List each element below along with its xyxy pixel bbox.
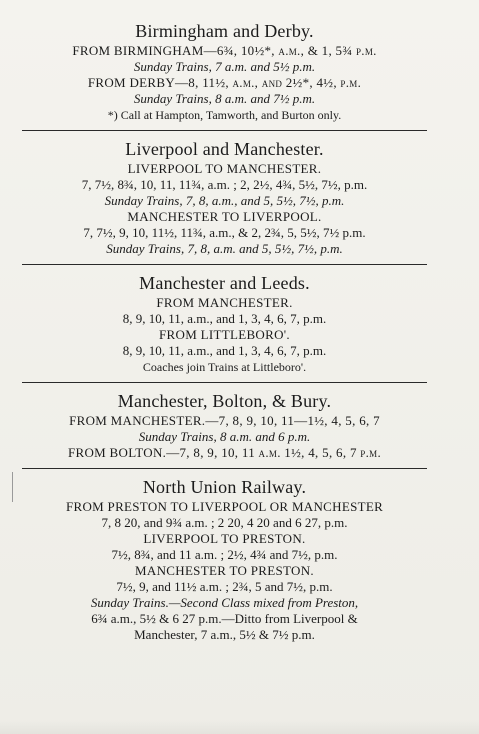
timetable-line: LIVERPOOL TO PRESTON. (143, 531, 306, 546)
section-title: Manchester, Bolton, & Bury. (117, 391, 332, 411)
section-divider (22, 382, 427, 383)
timetable-line: MANCHESTER TO PRESTON. (135, 563, 314, 578)
section-birmingham-derby (22, 20, 427, 123)
timetable-line: Sunday Trains.—Second Class mixed from Preston, (90, 595, 359, 610)
timetable-note: Coaches join Trains at Littleboro'. (142, 360, 307, 374)
timetable-line: FROM MANCHESTER.—7, 8, 9, 10, 11—1½, 4, 5, 6, 7 (69, 413, 380, 428)
section-title: Manchester and Leeds. (139, 273, 310, 293)
timetable-line: Sunday Trains, 7, 8, a.m., and 5, 5½, 7½, p.m. (104, 193, 345, 208)
section-divider (22, 264, 427, 265)
timetable-line: FROM BOLTON.—7, 8, 9, 10, 11 a.m. 1½, 4, 5, 6, 7 p.m. (67, 445, 382, 460)
timetable-line: FROM LITTLEBORO'. (159, 327, 290, 342)
section-north-union-railway (22, 476, 427, 643)
timetable-line: FROM DERBY—8, 11½, a.m., and 2½*, 4½, p.m. (87, 75, 362, 90)
section-title: Liverpool and Manchester. (125, 139, 324, 159)
timetable-line: MANCHESTER TO LIVERPOOL. (127, 209, 322, 224)
section-manchester-bolton-bury (22, 390, 427, 461)
timetable (22, 20, 427, 643)
section-title: North Union Railway. (142, 477, 307, 497)
section-divider (22, 130, 427, 131)
timetable-line: 7, 7½, 8¾, 10, 11, 11¾, a.m. ; 2, 2½, 4¾, 5½, 7½, p.m. (81, 177, 368, 192)
timetable-line: 6¾ a.m., 5½ & 6 27 p.m.—Ditto from Liverpool & (91, 611, 358, 626)
timetable-line: FROM BIRMINGHAM—6¾, 10½*, a.m., & 1, 5¾ p.m. (72, 43, 377, 58)
timetable-line: FROM MANCHESTER. (156, 295, 293, 310)
timetable-line: FROM PRESTON TO LIVERPOOL OR MANCHESTER (65, 499, 384, 514)
timetable-line: 7, 8 20, and 9¾ a.m. ; 2 20, 4 20 and 6 27, p.m. (101, 515, 348, 530)
timetable-line: Manchester, 7 a.m., 5½ & 7½ p.m. (134, 627, 315, 642)
timetable-line: 7, 7½, 9, 10, 11½, 11¾, a.m., & 2, 2¾, 5, 5½, 7½ p.m. (83, 225, 366, 240)
section-divider (22, 468, 427, 469)
scan-edge (0, 720, 479, 734)
timetable-line: Sunday Trains, 8 a.m. and 6 p.m. (138, 429, 311, 444)
timetable-note: *) Call at Hampton, Tamworth, and Burton only. (107, 108, 342, 122)
timetable-line: LIVERPOOL TO MANCHESTER. (127, 161, 322, 176)
timetable-line: Sunday Trains, 7 a.m. and 5½ p.m. (133, 59, 316, 74)
timetable-line: 8, 9, 10, 11, a.m., and 1, 3, 4, 6, 7, p.m. (122, 311, 327, 326)
section-liverpool-manchester (22, 138, 427, 257)
section-title: Birmingham and Derby. (135, 21, 314, 41)
timetable-line: 8, 9, 10, 11, a.m., and 1, 3, 4, 6, 7, p.m. (122, 343, 327, 358)
timetable-line: 7½, 9, and 11½ a.m. ; 2¾, 5 and 7½, p.m. (116, 579, 333, 594)
timetable-line: Sunday Trains, 7, 8, a.m. and 5, 5½, 7½, p.m. (106, 241, 343, 256)
section-manchester-leeds (22, 272, 427, 375)
scan-mark (12, 472, 13, 502)
timetable-line: Sunday Trains, 8 a.m. and 7½ p.m. (133, 91, 316, 106)
timetable-line: 7½, 8¾, and 11 a.m. ; 2½, 4¾ and 7½, p.m. (111, 547, 338, 562)
